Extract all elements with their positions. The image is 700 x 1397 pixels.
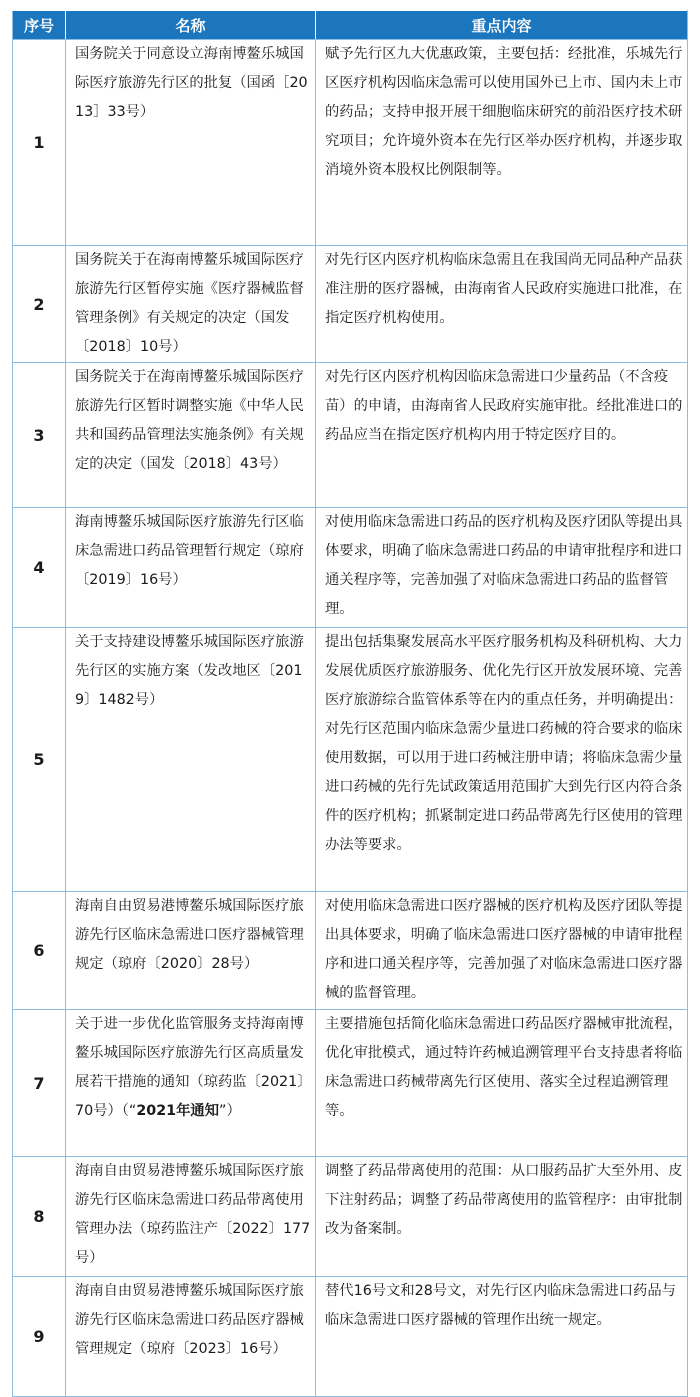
name-part-emphasis: 2021年通知: [136, 1103, 220, 1119]
table-header: [13, 11, 688, 40]
row-number: 6: [13, 892, 66, 1010]
key-content: 对使用临床急需进口药品的医疗机构及医疗团队等提出具体要求，明确了临床急需进口药品的申请审批程序和进口通关程序等，完善加强了对临床急需进口药品的监督管理。: [316, 508, 688, 628]
row-number: 8: [13, 1157, 66, 1277]
table-row: [13, 892, 688, 1010]
table-row: [13, 1277, 688, 1397]
key-content: 对先行区内医疗机构临床急需且在我国尚无同品种产品获准注册的医疗器械，由海南省人民政府实施进口批准，在指定医疗机构使用。: [316, 246, 688, 363]
name-part: 关于进一步优化监管服务支持海南博鳌乐城国际医疗旅游先行区高质量发展若干措施的通知（琼药监〔2021〕70号）（“: [75, 1016, 305, 1119]
document-name: 国务院关于同意设立海南博鳌乐城国际医疗旅游先行区的批复（国函［2013］33号）: [66, 40, 316, 246]
policy-table: [12, 10, 688, 1397]
key-content: 对先行区内医疗机构因临床急需进口少量药品（不含疫苗）的申请，由海南省人民政府实施审批。经批准进口的药品应当在指定医疗机构内用于特定医疗目的。: [316, 363, 688, 508]
header-content: 重点内容: [316, 11, 688, 40]
document-name: [66, 1010, 316, 1157]
header-name: 名称: [66, 11, 316, 40]
name-part: ”）: [219, 1103, 241, 1119]
row-number: 1: [13, 40, 66, 246]
key-content: 主要措施包括简化临床急需进口药品医疗器械审批流程，优化审批模式，通过特许药械追溯管理平台支持患者将临床急需进口药械带离先行区使用、落实全过程追溯管理等。: [316, 1010, 688, 1157]
row-number: 2: [13, 246, 66, 363]
row-number: 4: [13, 508, 66, 628]
table-row: [13, 1157, 688, 1277]
table-row: [13, 246, 688, 363]
row-number: 9: [13, 1277, 66, 1397]
row-number: 7: [13, 1010, 66, 1157]
table-row: [13, 628, 688, 892]
row-number: 3: [13, 363, 66, 508]
header-no: 序号: [13, 11, 66, 40]
document-name: 海南自由贸易港博鳌乐城国际医疗旅游先行区临床急需进口药品医疗器械管理规定（琼府〔2023〕16号）: [66, 1277, 316, 1397]
key-content: 替代16号文和28号文，对先行区内临床急需进口药品与临床急需进口医疗器械的管理作出统一规定。: [316, 1277, 688, 1397]
document-name: 海南自由贸易港博鳌乐城国际医疗旅游先行区临床急需进口医疗器械管理规定（琼府〔2020〕28号）: [66, 892, 316, 1010]
table-row: [13, 363, 688, 508]
document-name: 国务院关于在海南博鳌乐城国际医疗旅游先行区暂停实施《医疗器械监督管理条例》有关规定的决定（国发〔2018〕10号）: [66, 246, 316, 363]
key-content: 赋予先行区九大优惠政策，主要包括：经批准，乐城先行区医疗机构因临床急需可以使用国外已上市、国内未上市的药品；支持申报开展干细胞临床研究的前沿医疗技术研究项目；允许境外资本在先行区举办医疗机构，并逐步取消境外资本股权比例限制等。: [316, 40, 688, 246]
key-content: 调整了药品带离使用的范围：从口服药品扩大至外用、皮下注射药品；调整了药品带离使用的监管程序：由审批制改为备案制。: [316, 1157, 688, 1277]
table-row: [13, 508, 688, 628]
table-row: [13, 1010, 688, 1157]
key-content: 提出包括集聚发展高水平医疗服务机构及科研机构、大力发展优质医疗旅游服务、优化先行区开放发展环境、完善医疗旅游综合监管体系等在内的重点任务，并明确提出：对先行区范围内临床急需少量进口药械的符合要求的临床使用数据，可以用于进口药械注册申请；将临床急需少量进口药械的先行先试政策适用范围扩大到先行区内符合条件的医疗机构；抓紧制定进口药品带离先行区使用的管理办法等要求。: [316, 628, 688, 892]
key-content: 对使用临床急需进口医疗器械的医疗机构及医疗团队等提出具体要求，明确了临床急需进口医疗器械的申请审批程序和进口通关程序等，完善加强了对临床急需进口医疗器械的监督管理。: [316, 892, 688, 1010]
row-number: 5: [13, 628, 66, 892]
document-name: 关于支持建设博鳌乐城国际医疗旅游先行区的实施方案（发改地区〔2019〕1482号）: [66, 628, 316, 892]
table-row: [13, 40, 688, 246]
document-name: 海南博鳌乐城国际医疗旅游先行区临床急需进口药品管理暂行规定（琼府〔2019〕16号）: [66, 508, 316, 628]
document-name: 国务院关于在海南博鳌乐城国际医疗旅游先行区暂时调整实施《中华人民共和国药品管理法实施条例》有关规定的决定（国发〔2018〕43号）: [66, 363, 316, 508]
document-name: 海南自由贸易港博鳌乐城国际医疗旅游先行区临床急需进口药品带离使用管理办法（琼药监注产〔2022〕177号）: [66, 1157, 316, 1277]
